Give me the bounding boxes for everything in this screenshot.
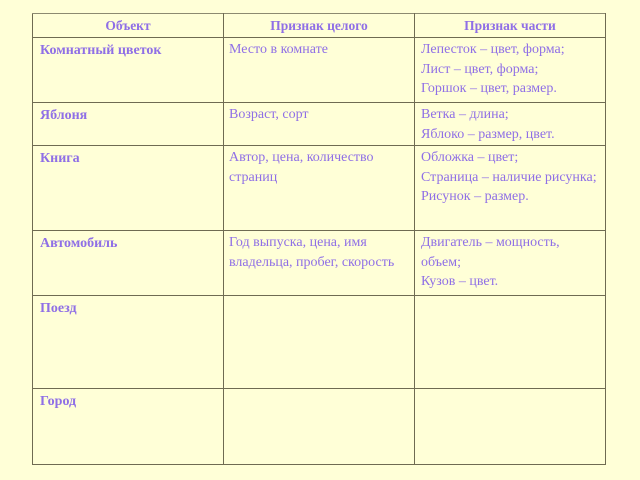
part-line: Двигатель – мощность, объем; <box>421 235 560 270</box>
part-line: Рисунок – размер. <box>421 189 529 204</box>
cell-whole-feature <box>224 231 415 296</box>
whole-text: Год выпуска, цена, имя владельца, пробег, скорость <box>229 235 395 270</box>
part-line: Яблоко – размер, цвет. <box>421 126 555 142</box>
cell-whole-feature <box>224 146 415 231</box>
cell-object: Город <box>33 389 224 465</box>
cell-part-feature[interactable] <box>415 296 606 389</box>
part-line: Лист – цвет, форма; <box>421 61 539 77</box>
cell-whole-feature: Возраст, сорт <box>224 103 415 146</box>
whole-text: Автор, цена, количество страниц <box>229 150 374 185</box>
cell-object: Поезд <box>33 296 224 389</box>
table-row <box>33 231 606 296</box>
cell-whole-feature[interactable] <box>224 296 415 389</box>
cell-object: Автомобиль <box>33 231 224 296</box>
cell-object: Книга <box>33 146 224 231</box>
part-line: Кузов – цвет. <box>421 274 499 289</box>
cell-object: Яблоня <box>33 103 224 146</box>
table-row <box>33 103 606 146</box>
table-row <box>33 296 606 389</box>
part-line: Лепесток – цвет, форма; <box>421 42 565 57</box>
table-row <box>33 38 606 103</box>
part-line: Горшок – цвет, размер. <box>421 81 557 96</box>
part-line: Страница – наличие рисунка; <box>421 169 597 185</box>
table-row <box>33 146 606 231</box>
cell-part-feature <box>415 103 606 146</box>
header-object: Объект <box>33 14 224 38</box>
header-part-feature: Признак части <box>415 14 606 38</box>
header-whole-feature: Признак целого <box>224 14 415 38</box>
table-row <box>33 389 606 465</box>
object-features-table <box>32 13 606 465</box>
cell-part-feature <box>415 38 606 103</box>
cell-part-feature <box>415 146 606 231</box>
part-line: Ветка – длина; <box>421 107 509 122</box>
cell-part-feature <box>415 231 606 296</box>
part-line: Обложка – цвет; <box>421 150 519 165</box>
cell-whole-feature: Место в комнате <box>224 38 415 103</box>
cell-part-feature[interactable] <box>415 389 606 465</box>
header-row <box>33 14 606 38</box>
cell-object: Комнатный цветок <box>33 38 224 103</box>
cell-whole-feature[interactable] <box>224 389 415 465</box>
